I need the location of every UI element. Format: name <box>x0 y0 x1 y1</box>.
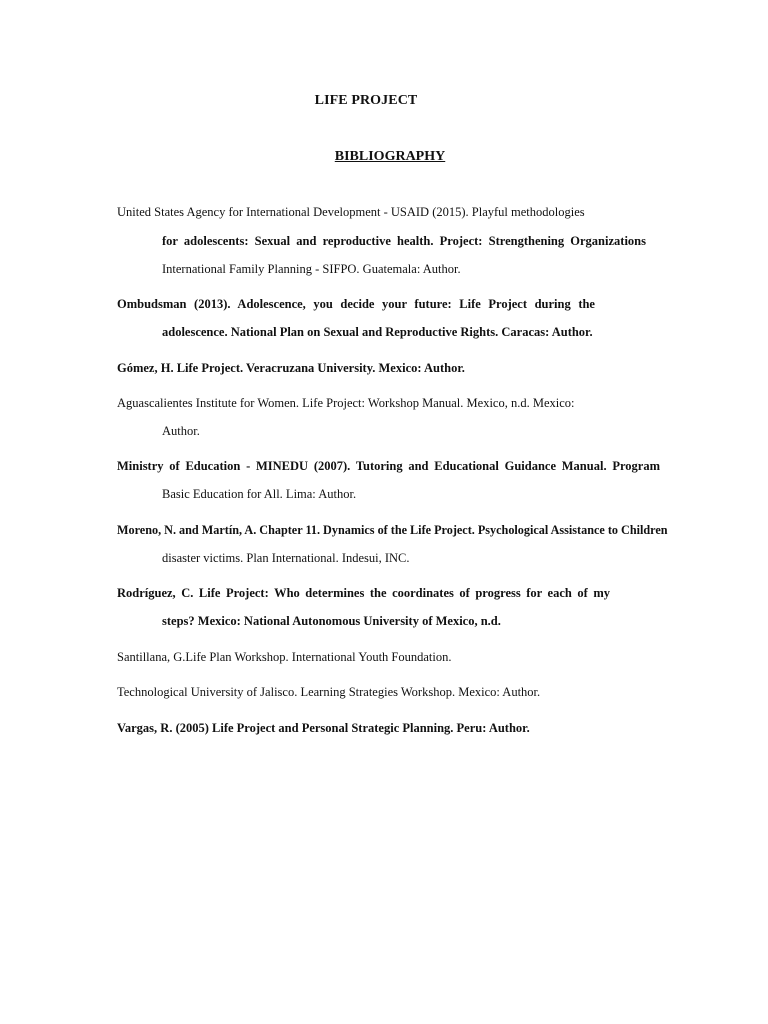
entry-line: Santillana, G.Life Plan Workshop. International Youth Foundation. <box>117 650 452 664</box>
document-title: LIFE PROJECT <box>314 93 418 108</box>
entry-line: Aguascalientes Institute for Women. Life Project: Workshop Manual. Mexico, n.d. Mexico: <box>117 396 575 410</box>
entry-line: Technological University of Jalisco. Learning Strategies Workshop. Mexico: Author. <box>117 685 541 699</box>
entry-line: for adolescents: Sexual and reproductive health. Project: Strengthening Organizations <box>162 234 646 248</box>
entry-line: adolescence. National Plan on Sexual and Reproductive Rights. Caracas: Author. <box>162 325 593 339</box>
entry-line: steps? Mexico: National Autonomous University of Mexico, n.d. <box>162 614 501 628</box>
bibliography-heading: BIBLIOGRAPHY <box>334 149 446 164</box>
entry-line: Author. <box>162 424 200 438</box>
entry-line: Ombudsman (2013). Adolescence, you decide your future: Life Project during the <box>117 297 595 311</box>
entry-line: Moreno, N. and Martín, A. Chapter 11. Dynamics of the Life Project. Psychological Assistance to Children <box>117 523 668 537</box>
entry-line: disaster victims. Plan International. Indesui, INC. <box>162 551 410 565</box>
entry-line: Ministry of Education - MINEDU (2007). Tutoring and Educational Guidance Manual. Program <box>117 459 660 473</box>
entry-line: United States Agency for International Development - USAID (2015). Playful methodologies <box>117 205 585 219</box>
entry-line: Basic Education for All. Lima: Author. <box>162 487 357 501</box>
entry-line: Vargas, R. (2005) Life Project and Personal Strategic Planning. Peru: Author. <box>117 721 530 735</box>
entry-line: Rodríguez, C. Life Project: Who determines the coordinates of progress for each of my <box>117 586 610 600</box>
entry-line: International Family Planning - SIFPO. Guatemala: Author. <box>162 262 461 276</box>
entry-line: Gómez, H. Life Project. Veracruzana University. Mexico: Author. <box>117 361 465 375</box>
